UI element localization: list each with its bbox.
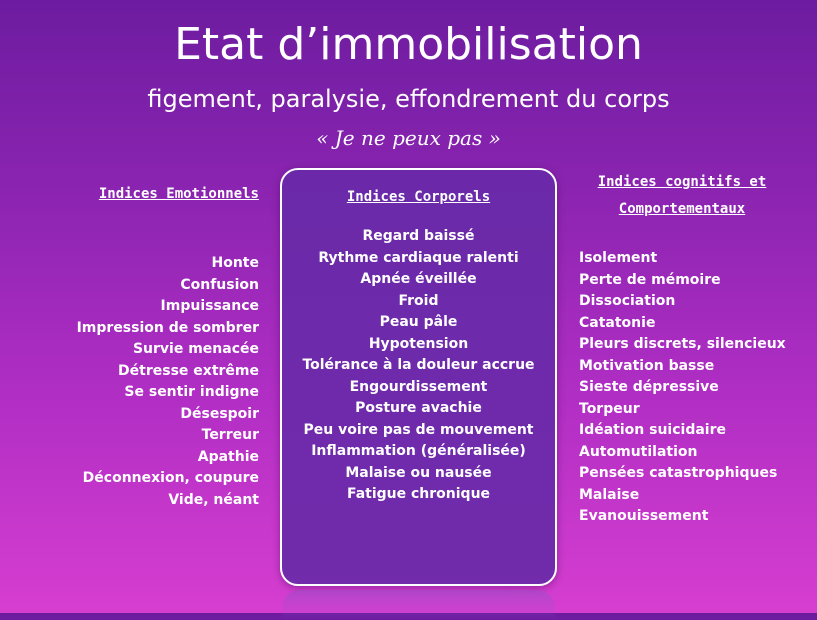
list-item: Peu voire pas de mouvement bbox=[303, 421, 534, 438]
list-item: Automutilation bbox=[579, 443, 698, 460]
list-item: Pleurs discrets, silencieux bbox=[579, 336, 786, 352]
list-item: Fatigue chronique bbox=[346, 486, 491, 502]
list-item: Confusion bbox=[180, 276, 259, 293]
emotional-column bbox=[40, 182, 259, 511]
slide-title: Etat d’immobilisation bbox=[174, 19, 643, 70]
list-item: Vide, néant bbox=[168, 491, 259, 508]
cognitive-list bbox=[579, 248, 809, 528]
list-item: Dissociation bbox=[579, 293, 676, 309]
list-item: Motivation basse bbox=[579, 357, 715, 374]
list-item: Idéation suicidaire bbox=[579, 422, 726, 438]
body-heading: Indices Corporels bbox=[346, 189, 491, 205]
cognitive-heading-line2: Comportementaux bbox=[618, 201, 746, 217]
list-item: Rythme cardiaque ralenti bbox=[318, 249, 519, 266]
list-item: Inflammation (généralisée) bbox=[311, 443, 526, 459]
list-item: Posture avachie bbox=[355, 400, 482, 416]
list-item: Sieste dépressive bbox=[579, 379, 719, 395]
list-item: Impuissance bbox=[160, 298, 259, 314]
emotional-heading: Indices Emotionnels bbox=[98, 186, 259, 202]
body-list bbox=[282, 226, 555, 506]
list-item: Détresse extrême bbox=[118, 362, 259, 379]
slide-subtitle: figement, paralysie, effondrement du corps bbox=[147, 85, 670, 113]
list-item: Isolement bbox=[579, 250, 658, 266]
list-item: Impression de sombrer bbox=[76, 319, 259, 336]
cognitive-column bbox=[579, 170, 809, 528]
list-item: Perte de mémoire bbox=[579, 271, 721, 288]
list-item: Malaise ou nausée bbox=[345, 464, 492, 481]
list-item: Pensées catastrophiques bbox=[579, 465, 778, 481]
list-item: Regard baissé bbox=[362, 228, 475, 244]
list-item: Terreur bbox=[201, 427, 259, 443]
list-item: Apnée éveillée bbox=[360, 271, 477, 287]
box-reflection bbox=[282, 590, 555, 620]
list-item: Déconnexion, coupure bbox=[82, 470, 259, 486]
list-item: Se sentir indigne bbox=[124, 384, 259, 400]
list-item: Malaise bbox=[579, 486, 640, 503]
list-item: Engourdissement bbox=[349, 378, 488, 395]
list-item: Apathie bbox=[197, 448, 259, 465]
list-item: Survie menacée bbox=[132, 341, 259, 357]
list-item: Froid bbox=[398, 292, 439, 309]
emotional-list bbox=[40, 253, 259, 511]
list-item: Désespoir bbox=[180, 405, 259, 422]
list-item: Hypotension bbox=[368, 335, 469, 352]
body-column-box bbox=[280, 168, 557, 586]
list-item: Tolérance à la douleur accrue bbox=[302, 357, 535, 373]
list-item: Honte bbox=[211, 255, 259, 271]
list-item: Catatonie bbox=[579, 314, 656, 331]
list-item: Torpeur bbox=[579, 400, 640, 417]
cognitive-heading-line1: Indices cognitifs et bbox=[597, 174, 767, 190]
list-item: Peau pâle bbox=[379, 314, 458, 330]
list-item: Evanouissement bbox=[579, 508, 709, 524]
slide-quote: « Je ne peux pas » bbox=[316, 126, 501, 150]
